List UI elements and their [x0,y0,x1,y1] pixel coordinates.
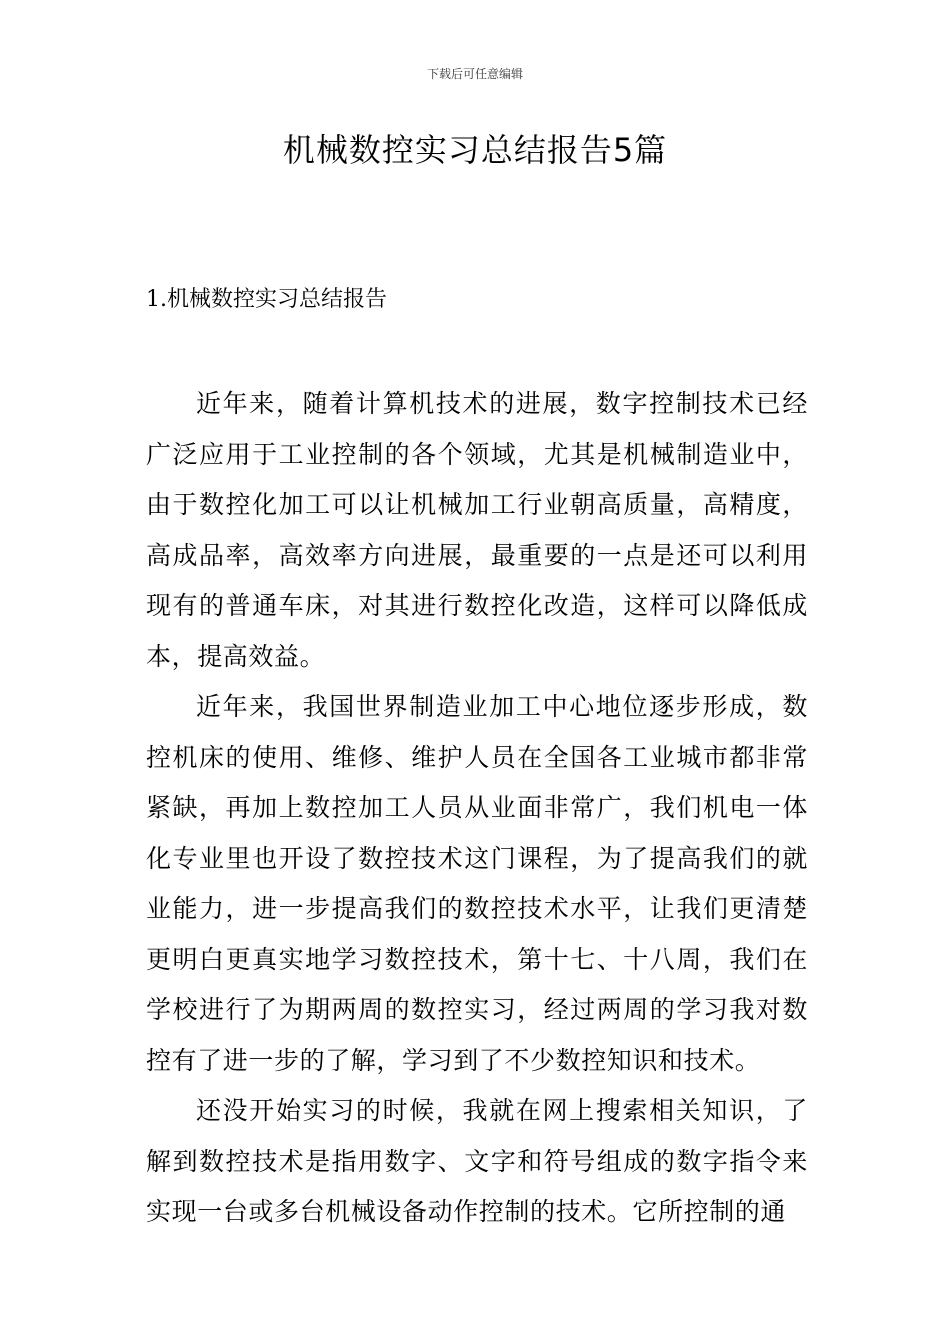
paragraph: 近年来，我国世界制造业加工中心地位逐步形成，数控机床的使用、维修、维护人员在全国各工业城市都非常紧缺，再加上数控加工人员从业面非常广，我们机电一体化专业里也开设了数控技术这门课程，为了提高我们的就业能力，进一步提高我们的数控技术水平，让我们更清楚更明白更真实地学习数控技术，第十七、十八周，我们在学校进行了为期两周的数控实习，经过两周的学习我对数控有了进一步的了解，学习到了不少数控知识和技术。 [146,692,808,1075]
paragraph: 近年来，随着计算机技术的进展，数字控制技术已经广泛应用于工业控制的各个领域，尤其是机械制造业中，由于数控化加工可以让机械加工行业朝高质量，高精度，高成品率，高效率方向进展，最重要的一点是还可以利用现有的普通车床，对其进行数控化改造，这样可以降低成本，提高效益。 [146,389,808,671]
body-text [146,379,808,1238]
section-heading: 1.机械数控实习总结报告 [146,287,387,312]
document-title: 机械数控实习总结报告5篇 [282,131,668,169]
paragraph: 还没开始实习的时候，我就在网上搜索相关知识，了解到数控技术是指用数字、文字和符号组成的数字指令来实现一台或多台机械设备动作控制的技术。它所控制的通 [146,1096,808,1226]
header-note: 下载后可任意编辑 [426,67,523,81]
